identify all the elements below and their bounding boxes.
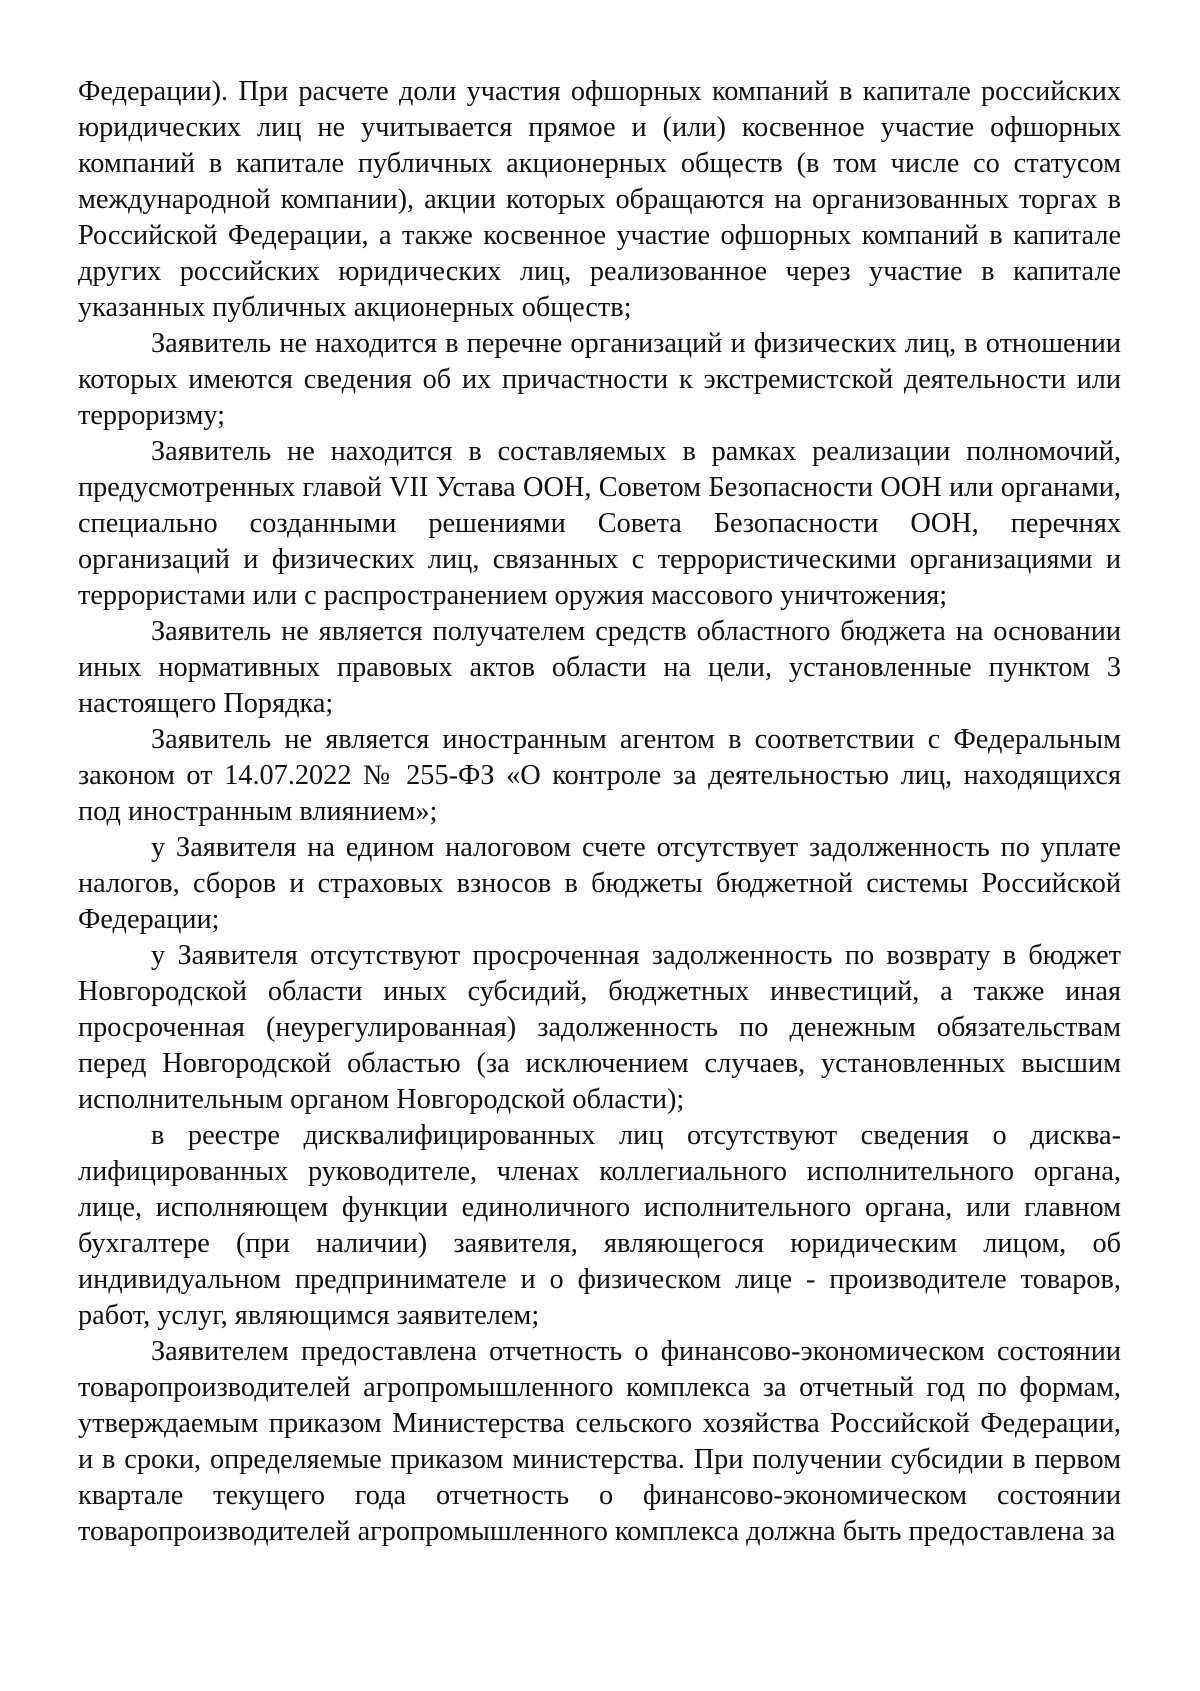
paragraph-regional-budget-recipient: Заявитель не является получателем средств областного бюджета на основании иных нормативных правовых актов области на цели, установленные пунктом 3 настоящего Порядка; [78, 616, 1121, 719]
paragraph-financial-reporting: Заявителем предоставлена отчетность о финансово-экономическом состоянии товаропроизводителей агропромышленного комплекса за отчетный год по формам, утверждаемым приказом Министерства сельского хозяйства Российской Федерации, и в сроки, определяемые приказом министерства. При получении субсидии в первом квартале текущего года отчетность о финансово-экономическом состоянии товаропроизводителей агропромышленного комплекса должна быть предоставлена за [78, 1336, 1121, 1547]
paragraph-un-security-council-list: Заявитель не находится в составляемых в рамках реализации полномочий, предусмотренных главой VII Устава ООН, Советом Безопасности ООН или органами, специально созданными решениями Совета Безопасности ООН, перечнях организаций и физических лиц, связанных с террористическими организациями и террористами или с распространением оружия массового уничтожения; [78, 436, 1121, 611]
paragraph-offshore-participation: Федерации). При расчете доли участия офшорных компаний в капитале российских юридических лиц не учитывается прямое и (или) косвенное участие офшорных компаний в капитале публичных акционерных обществ (в том числе со статусом международной компании), акции которых обращаются на организованных торгах в Российской Федерации, а также косвенное участие офшорных компаний в капитале других российских юридических лиц, реализованное через участие в капитале указанных публичных акционерных обществ; [78, 76, 1121, 323]
paragraph-extremism-list: Заявитель не находится в перечне организаций и физических лиц, в отношении которых имеются сведения об их причастности к экстремистской деятельности или терроризму; [78, 328, 1121, 431]
paragraph-disqualified-persons: в реестре дисквалифицированных лиц отсутствуют сведения о дисква-лифицированных руководителе, членах коллегиального исполнительного органа, лице, исполняющем функции единоличного исполнительного органа, или главном бухгалтере (при наличии) заявителя, являющегося юридическим лицом, об индивидуальном предпринимателе и о физическом лице - производителе товаров, работ, услуг, являющимся заявителем; [78, 1120, 1121, 1331]
paragraph-tax-debt: у Заявителя на едином налоговом счете отсутствует задолженность по уплате налогов, сборов и страховых взносов в бюджеты бюджетной системы Российской Федерации; [78, 832, 1121, 935]
paragraph-overdue-debt: у Заявителя отсутствуют просроченная задолженность по возврату в бюджет Новгородской области иных субсидий, бюджетных инвестиций, а также иная просроченная (неурегулированная) задолженность по денежным обязательствам перед Новгородской областью (за исключением случаев, установленных высшим исполнительным органом Новгородской области); [78, 940, 1121, 1115]
document-page [78, 74, 1121, 1550]
paragraph-foreign-agent: Заявитель не является иностранным агентом в соответствии с Федеральным законом от 14.07.2022 № 255-ФЗ «О контроле за деятельностью лиц, находящихся под иностранным влиянием»; [78, 724, 1121, 827]
